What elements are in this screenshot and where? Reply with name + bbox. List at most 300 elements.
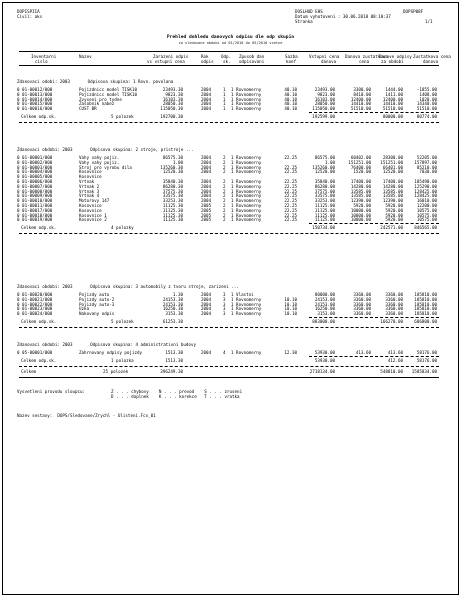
cell-sk: 1 xyxy=(223,87,226,92)
cell-odp: 1444.00 xyxy=(385,87,403,92)
cell-zpus: 1 Rovnomerny xyxy=(231,106,262,112)
cell-name: Motorovy 147 xyxy=(79,198,110,204)
cell-zb: 125290.00 xyxy=(414,183,437,189)
cell-vst: 135260.00 xyxy=(312,164,335,170)
cell-zb: 16010.00 xyxy=(416,198,437,204)
cell-cena: 1.00 xyxy=(172,159,183,165)
cell-sazba: 22.25 xyxy=(284,155,297,160)
cell-sk: 2 xyxy=(223,155,226,160)
cell-zust: 3360.00 xyxy=(353,306,371,312)
cell-sk: 1 xyxy=(223,96,226,102)
cell-zb: 157897.00 xyxy=(414,159,437,165)
col-vstupni-2: danova xyxy=(321,59,337,64)
grand-total-rule xyxy=(19,377,439,378)
cell-sazba: 40.10 xyxy=(284,106,297,112)
cell-zust: 3300.00 xyxy=(353,87,371,92)
cell-zust: 413.60 xyxy=(355,350,371,355)
report-page xyxy=(2,2,459,595)
cell-zb: 58176.00 xyxy=(416,350,437,355)
cell-odp: 14280.00 xyxy=(382,183,403,189)
col-inv: Inventarni xyxy=(31,54,57,59)
cell-zpus: 1 Rovnomerny xyxy=(231,296,262,302)
col-rok: Rok xyxy=(201,54,209,59)
cell-inv: 0 01-00024/000 xyxy=(17,311,53,317)
cell-rok: 2004 xyxy=(201,87,212,92)
cell-name: Kosovnice xyxy=(79,174,102,180)
total-zb: 846565.00 xyxy=(414,225,437,231)
cell-cena: 24153.30 xyxy=(162,296,183,302)
cell-name: Zvyseni pro tydne xyxy=(79,96,122,102)
cell-vst: 53930.00 xyxy=(314,350,335,355)
cell-sk: 2 xyxy=(223,169,226,175)
cell-rok: 2004 xyxy=(201,106,212,112)
cell-zb: 85210.00 xyxy=(416,164,437,170)
header-top-rule xyxy=(19,51,439,52)
legend-line2: D . . . doplnek K . . . korekce T . . . vratka xyxy=(111,394,240,399)
total-odp: 242571.00 xyxy=(380,225,403,231)
grand-total-vst: 2718134.00 xyxy=(309,369,335,374)
cell-zust: 12390.00 xyxy=(350,198,371,204)
header-left-line2: Civil: aks xyxy=(17,14,43,19)
cell-inv: 0 01-00021/000 xyxy=(17,296,53,302)
cell-zust: 10000.00 xyxy=(350,207,371,213)
cell-zust: 151251.00 xyxy=(348,159,371,165)
cell-sazba: 22.25 xyxy=(284,193,297,199)
cell-zb: 185810.00 xyxy=(414,296,437,302)
cell-inv: 0 01-00002/000 xyxy=(17,159,53,165)
cell-sk: 2 xyxy=(223,207,226,213)
cell-zb: 105490.00 xyxy=(414,179,437,184)
cell-zpus: 1 Rovnomerny xyxy=(231,350,262,355)
total-zb: 686800.00 xyxy=(414,319,437,324)
cell-zust: 3360.00 xyxy=(353,301,371,307)
cell-rok: 2004 xyxy=(201,292,212,297)
cell-vst: 16250.00 xyxy=(314,306,335,312)
cell-odp: 151251.00 xyxy=(380,159,403,165)
cell-vst: 35840.00 xyxy=(314,179,335,184)
cell-sk: 2 xyxy=(223,188,226,194)
cell-zpus: 1 Rovnomerny xyxy=(231,159,262,165)
cell-zb: 185810.00 xyxy=(414,292,437,297)
cell-odp: 1411.00 xyxy=(385,91,403,97)
cell-rok: 2004 xyxy=(201,183,212,189)
col-cena: Zarazeni odpis xyxy=(153,54,189,59)
cell-inv: 0 05-00001/000 xyxy=(17,350,53,355)
cell-odp: 12400.00 xyxy=(382,96,403,102)
cell-sazba: 22.25 xyxy=(284,188,297,194)
cell-zpus: 1 Rovnomerny xyxy=(231,212,262,218)
cell-sk: 1 xyxy=(223,106,226,112)
cell-cena: 11125.30 xyxy=(162,217,183,223)
cell-sazba: 22.25 xyxy=(284,183,297,189)
cell-sazba: 22.25 xyxy=(284,207,297,213)
cell-sk: 3 xyxy=(223,311,226,317)
cell-zust: 13585.00 xyxy=(350,193,371,199)
cell-zust: 10000.00 xyxy=(350,212,371,218)
header-right-code: DOPSP08F xyxy=(403,9,424,14)
cell-rok: 2004 xyxy=(201,96,212,102)
cell-zust: 17400.00 xyxy=(350,179,371,184)
cell-zust: 3360.00 xyxy=(353,296,371,302)
cell-cena: 16250.30 xyxy=(162,306,183,312)
cell-inv: 0 01-00014/000 xyxy=(17,96,53,102)
cell-odp: 413.60 xyxy=(387,350,403,355)
cell-inv: 0 01-00003/000 xyxy=(17,164,53,170)
col-name: Nazev xyxy=(79,54,92,59)
cell-odp: 3360.00 xyxy=(385,296,403,302)
cell-zust: 76400.00 xyxy=(350,164,371,170)
col-sk: Odp. xyxy=(221,54,232,59)
total-vst: 150734.00 xyxy=(312,225,335,231)
cell-cena: 1.30 xyxy=(172,292,183,297)
cell-inv: 0 01-00016/000 xyxy=(17,106,53,112)
cell-cena: 33253.30 xyxy=(162,198,183,204)
col-zpusob-2: odpisovani xyxy=(239,59,265,64)
cell-name: Uzka xyxy=(79,306,90,312)
cell-name: Kosovnice 2 xyxy=(79,217,107,223)
cell-sk: 2 xyxy=(223,203,226,208)
cell-name: Vahy vahy pojiz. xyxy=(79,155,120,160)
cell-vst: 11125.00 xyxy=(314,203,335,208)
total-vst: 192599.00 xyxy=(312,114,335,119)
cell-sazba: 22.25 xyxy=(284,217,297,223)
cell-zpus: 1 Rovnomerny xyxy=(231,193,262,199)
cell-rok: 2005 xyxy=(201,212,212,218)
cell-zpus: 1 Rovnomerny xyxy=(231,311,262,317)
cell-vst: 37575.00 xyxy=(314,188,335,194)
group-heading: Zdanovaci obdobi: 2003 Odpisova skupina: 2 stroje, pristroje ... xyxy=(17,147,194,152)
cell-odp: 3360.00 xyxy=(385,311,403,317)
cell-rok: 2004 xyxy=(201,155,212,160)
cell-zb: 1408.00 xyxy=(419,91,437,97)
col-cena-2: vs vstupni cena xyxy=(147,59,185,64)
cell-zust: 8410.00 xyxy=(353,91,371,97)
total-cena: 61253.30 xyxy=(162,319,183,324)
cell-name: Vrtnak 2 xyxy=(79,183,100,189)
cell-sk: 3 xyxy=(223,301,226,307)
cell-vst: 16183.00 xyxy=(314,96,335,102)
total-vst: 883000.00 xyxy=(312,319,335,324)
col-zustatkova-2: cena xyxy=(359,59,370,64)
col-rok-2: odpis xyxy=(201,59,214,64)
cell-name: Vahy vahy pojiz. xyxy=(79,159,120,165)
report-subtitle: za sledovane obdobi od 01/2010 do 05/2010 vcetne xyxy=(178,41,283,45)
cell-name: Kosovnice xyxy=(79,169,102,175)
cell-cena: 35840.30 xyxy=(162,179,183,184)
cell-zb: 128425.00 xyxy=(414,193,437,199)
col-zb: Zustatkova cena xyxy=(413,54,451,59)
cell-zb: 52205.00 xyxy=(416,155,437,160)
cell-zust: 5920.00 xyxy=(353,203,371,208)
cell-vst: 33575.00 xyxy=(314,193,335,199)
cell-sk: 1 xyxy=(223,101,226,107)
cell-vst: 9823.00 xyxy=(317,91,335,97)
subtotal-rule xyxy=(309,223,439,224)
cell-sazba: 10.10 xyxy=(284,306,297,312)
cell-odp: 13585.00 xyxy=(382,188,403,194)
cell-rok: 2004 xyxy=(201,296,212,302)
cell-odp: 13585.00 xyxy=(382,193,403,199)
group-heading: Zdanovaci obdobi: 2003 Odpisova skupina: 3 automobily z tvoru stroje, zarizeni ... xyxy=(17,284,239,289)
cell-zb: 7030.00 xyxy=(419,169,437,175)
cell-zust: 12400.00 xyxy=(350,96,371,102)
cell-vst: 33253.00 xyxy=(314,198,335,204)
cell-zpus: 1 Rovnomerny xyxy=(231,155,262,160)
cell-odp: 28300.00 xyxy=(382,155,403,160)
cell-cena: 11125.30 xyxy=(162,212,183,218)
cell-odp: 14410.00 xyxy=(382,101,403,107)
cell-zust: 3360.00 xyxy=(353,292,371,297)
cell-name: Pojizdy auto xyxy=(79,292,110,297)
cell-inv: 0 01-00015/000 xyxy=(17,101,53,107)
cell-vst: 24153.00 xyxy=(314,301,335,307)
group-separator-rule xyxy=(19,122,439,123)
cell-sazba: 40.10 xyxy=(284,96,297,102)
cell-cena: 24153.30 xyxy=(162,301,183,307)
report-title: Prehled dohledu danovych odpisu dle odp skupin xyxy=(166,35,295,40)
grand-total-cena: 396249.30 xyxy=(160,369,183,374)
cell-cena: 9823.30 xyxy=(165,91,183,97)
cell-name: Stroj pro vyrobu dila xyxy=(79,164,132,170)
subtotal-rule xyxy=(309,317,439,318)
cell-zpus: 1 Rovnomerny xyxy=(231,301,262,307)
total-odp: 166270.00 xyxy=(380,319,403,324)
cell-vst: 12520.00 xyxy=(314,169,335,175)
cell-cena: 23493.30 xyxy=(162,87,183,92)
cell-name: Vrtnak 3 xyxy=(79,188,100,194)
cell-vst: 1.00 xyxy=(324,159,335,165)
cell-rok: 2004 xyxy=(201,311,212,317)
cell-sk: 1 xyxy=(223,91,226,97)
cell-sazba: 10.10 xyxy=(284,301,297,307)
total-count: 5 polozek xyxy=(111,319,134,324)
total-odp: 80000.00 xyxy=(382,114,403,119)
cell-sk: 2 xyxy=(223,193,226,199)
cell-zpus: 1 Rovnomerny xyxy=(231,179,262,184)
cell-inv: 0 01-00013/000 xyxy=(17,91,53,97)
total-zb: 58176.00 xyxy=(416,357,437,363)
cell-cena: 135260.30 xyxy=(160,164,183,170)
cell-zpus: 1 Rovnomerny xyxy=(231,306,262,312)
group-heading: Zdanovaci obdobi: 2003 Odpisova skupina: 4 administrativni budovy xyxy=(17,342,196,347)
grand-total-zb: 1585834.00 xyxy=(411,369,437,374)
cell-sazba: 12.30 xyxy=(284,350,297,355)
col-zustatkova: Danova zustatkova xyxy=(345,54,388,59)
cell-sazba: 10.10 xyxy=(284,296,297,302)
col-odpisy: Danove odpisy xyxy=(379,54,412,59)
cell-sazba: 22.25 xyxy=(284,203,297,208)
cell-cena: 86280.30 xyxy=(162,183,183,189)
total-label: Celkem odp.sk. xyxy=(21,357,57,363)
total-count: 1 polozka xyxy=(111,357,134,363)
cell-rok: 2005 xyxy=(201,207,212,213)
cell-vst: 3153.00 xyxy=(317,311,335,317)
cell-sk: 3 xyxy=(223,296,226,302)
cell-odp: 3360.00 xyxy=(385,301,403,307)
cell-vst: 86575.00 xyxy=(314,155,335,160)
cell-odp: 5920.00 xyxy=(385,207,403,213)
cell-sk: 2 xyxy=(223,212,226,218)
col-sazba: Sazba xyxy=(285,54,298,59)
cell-inv: 0 01-00006/000 xyxy=(17,179,53,184)
cell-sk: 4 xyxy=(223,350,226,355)
cell-name: Zasobnik nabez xyxy=(79,101,115,107)
cell-inv: 0 01-00007/000 xyxy=(17,183,53,189)
cell-name: CUST BR xyxy=(79,106,97,112)
cell-sazba: 40.10 xyxy=(284,91,297,97)
cell-vst: 28050.00 xyxy=(314,101,335,107)
cell-zb: 185810.00 xyxy=(414,306,437,312)
cell-zust: 14280.00 xyxy=(350,183,371,189)
cell-zpus: 1 Rovnomerny xyxy=(231,198,262,204)
cell-zb: 185810.00 xyxy=(414,311,437,317)
cell-zb: 185810.00 xyxy=(414,301,437,307)
cell-vst: 11125.00 xyxy=(314,212,335,218)
cell-cena: 11125.30 xyxy=(162,207,183,213)
cell-name: Vrtnak xyxy=(79,179,95,184)
col-zpusob: Zpusob dan xyxy=(239,54,265,59)
cell-cena: 11125.30 xyxy=(162,203,183,208)
cell-sazba: 22.25 xyxy=(284,164,297,170)
cell-zust: 1520.00 xyxy=(353,169,371,175)
cell-odp: 51510.00 xyxy=(382,106,403,112)
cell-zpus: 1 Rovnomerny xyxy=(231,96,262,102)
cell-inv: 0 01-00018/000 xyxy=(17,212,53,218)
total-label: Celkem odp.sk. xyxy=(21,225,57,231)
subtotal-rule xyxy=(309,112,439,113)
subtotal-rule xyxy=(309,356,439,357)
cell-odp: 3360.00 xyxy=(385,292,403,297)
cell-odp: 5920.00 xyxy=(385,217,403,223)
cell-rok: 2004 xyxy=(201,101,212,107)
cell-sk: 2 xyxy=(223,198,226,204)
total-odp: 412.60 xyxy=(387,357,403,363)
cell-sazba: 22.25 xyxy=(284,169,297,175)
cell-inv: 0 01-00005/000 xyxy=(17,174,53,180)
group-heading: Zdanovaci odobi: 2003 Odpisova skupina: 1 Rovn. povolana xyxy=(17,79,174,84)
cell-inv: 0 01-00022/000 xyxy=(17,301,53,307)
cell-zpus: 1 Rovnomerny xyxy=(231,183,262,189)
cell-name: Pojizdy auto-3 xyxy=(79,301,115,307)
cell-sazba: 10.10 xyxy=(284,311,297,317)
cell-zpus: 1 Rovnomerny xyxy=(231,207,262,213)
cell-inv: 0 01-00019/000 xyxy=(17,217,53,223)
cell-sk: 2 xyxy=(223,179,226,184)
cell-odp: 5920.00 xyxy=(385,212,403,218)
total-label: Celkem odp.sk. xyxy=(21,319,57,324)
cell-zb: 12200.00 xyxy=(416,203,437,208)
cell-rok: 2004 xyxy=(201,306,212,312)
cell-sk: 2 xyxy=(223,159,226,165)
cell-cena: 1513.30 xyxy=(165,350,183,355)
cell-zb: 14340.00 xyxy=(416,101,437,107)
cell-inv: 0 01-00020/000 xyxy=(17,292,53,297)
cell-cena: 28050.30 xyxy=(162,101,183,107)
cell-odp: 3360.00 xyxy=(385,306,403,312)
cell-vst: 11125.00 xyxy=(314,217,335,223)
cell-sk: 3 xyxy=(223,292,226,297)
cell-zust: 51510.00 xyxy=(350,106,371,112)
cell-inv: 0 01-00008/000 xyxy=(17,188,53,194)
cell-sazba: 40.10 xyxy=(284,101,297,107)
cell-zb: -1855.00 xyxy=(416,87,437,92)
cell-rok: 2005 xyxy=(201,217,212,223)
cell-cena: 16183.30 xyxy=(162,96,183,102)
cell-inv: 0 01-00011/000 xyxy=(17,203,53,208)
cell-rok: 2004 xyxy=(201,188,212,194)
total-count: 4 polozky xyxy=(111,225,134,231)
cell-rok: 2005 xyxy=(201,203,212,208)
total-cena: 192700.30 xyxy=(160,114,183,119)
col-sazba-2: koef xyxy=(286,59,297,64)
cell-zpus: 1 Vlastni xyxy=(231,292,254,297)
cell-name: Pojizdnicc model TISK10 xyxy=(79,91,137,97)
group-separator-rule xyxy=(19,233,439,234)
cell-cena: 115050.30 xyxy=(160,106,183,112)
cell-inv: 0 01-00023/000 xyxy=(17,306,53,312)
header-page-number: 1/1 xyxy=(425,19,433,24)
cell-sk: 3 xyxy=(223,306,226,312)
cell-sazba: 40.10 xyxy=(284,87,297,92)
cell-rok: 2004 xyxy=(201,179,212,184)
cell-name: Vrtnak 4 xyxy=(79,193,100,199)
cell-zust: 13585.00 xyxy=(350,188,371,194)
col-odpisy-2: za obdobi xyxy=(381,59,404,64)
cell-name: Nakovany odpis xyxy=(79,311,115,317)
cell-zpus: 1 Rovnomerny xyxy=(231,164,262,170)
cell-odp: 17400.00 xyxy=(382,179,403,184)
report-footer: Nazev sestavy: DOPS/Sledovane/Zrychl - Ulisteni.Fcx_01 xyxy=(17,413,156,418)
cell-inv: 0 01-00010/000 xyxy=(17,198,53,204)
cell-zpus: 1 Rovnomerny xyxy=(231,169,262,175)
col-inv-2: cislo xyxy=(35,59,48,64)
cell-cena: 33575.30 xyxy=(162,193,183,199)
cell-sazba: 22.25 xyxy=(284,179,297,184)
cell-odp: 12520.00 xyxy=(382,169,403,175)
header-page-label: Stranka xyxy=(295,19,313,24)
col-sk-2: sk. xyxy=(223,59,231,64)
cell-name: Kosovnice 1 xyxy=(79,212,107,218)
cell-rok: 2004 xyxy=(201,169,212,175)
cell-name: Pojizdnicc model TISK10 xyxy=(79,87,137,92)
cell-rok: 2004 xyxy=(201,91,212,97)
cell-cena: 12520.30 xyxy=(162,169,183,175)
cell-inv: 0 01-00009/000 xyxy=(17,193,53,199)
cell-odp: 5920.00 xyxy=(385,203,403,208)
cell-odp: 66401.00 xyxy=(382,164,403,170)
cell-zpus: 1 Rovnomerny xyxy=(231,87,262,92)
cell-zust: 3360.00 xyxy=(353,311,371,317)
cell-sazba: 22.25 xyxy=(284,198,297,204)
cell-zb: 1020.00 xyxy=(419,96,437,102)
cell-name: Kosovnice xyxy=(79,207,102,213)
header-left-line1: DOPISPIIA xyxy=(17,9,40,14)
cell-zb: 10575.00 xyxy=(416,217,437,223)
total-cena: 1513.30 xyxy=(165,357,183,363)
cell-zpus: 1 Rovnomerny xyxy=(231,188,262,194)
total-count: 5 polozek xyxy=(111,114,134,119)
cell-zpus: 1 Rovnomerny xyxy=(231,203,262,208)
cell-sk: 2 xyxy=(223,164,226,170)
grand-total-count: 25 polozek xyxy=(103,369,129,374)
cell-inv: 0 01-00004/000 xyxy=(17,169,53,175)
cell-cena: 37575.30 xyxy=(162,188,183,194)
cell-vst: 23493.00 xyxy=(314,87,335,92)
cell-inv: 0 01-00017/000 xyxy=(17,207,53,213)
cell-rok: 2004 xyxy=(201,350,212,355)
col-vstupni: Vstupni cena xyxy=(309,54,340,59)
header-right-line1: DOSLHUD EHS xyxy=(295,9,323,14)
